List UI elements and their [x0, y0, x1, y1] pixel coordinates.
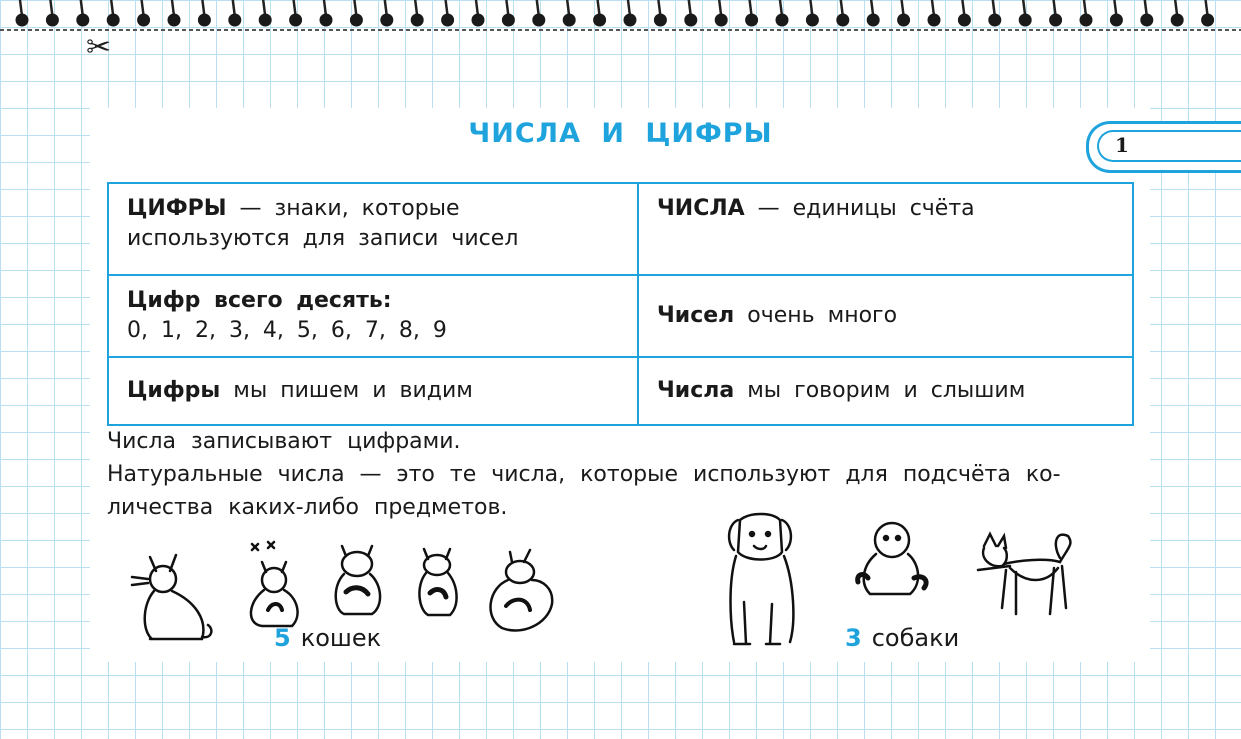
- digits-write-see: мы пишем и видим: [220, 378, 473, 403]
- cats-caption: [274, 624, 381, 652]
- term-digits: ЦИФРЫ: [127, 196, 227, 221]
- cat-illustration: [128, 545, 218, 645]
- digits-term: Цифры: [127, 378, 221, 403]
- page-number: 1: [1115, 133, 1129, 157]
- table-cell: [108, 183, 638, 275]
- spiral-hole: [16, 14, 29, 27]
- definition-digits: — знаки, которые используются для записи чисел: [127, 196, 519, 251]
- table-cell: [638, 357, 1133, 425]
- spiral-hole: [380, 14, 393, 27]
- dogs-label: собаки: [871, 624, 960, 652]
- cats-label: кошек: [300, 624, 382, 652]
- table-cell: [108, 275, 638, 357]
- spiral-hole: [593, 14, 606, 27]
- table-cell: [638, 275, 1133, 357]
- cats-count: 5: [274, 624, 291, 652]
- paragraph-1: Числа записывают цифрами.: [107, 429, 461, 454]
- spiral-hole: [137, 14, 150, 27]
- spiral-hole: [836, 14, 849, 27]
- spiral-hole: [897, 14, 910, 27]
- spiral-hole: [228, 14, 241, 27]
- cat-illustration: [240, 540, 310, 630]
- table-cell: [108, 357, 638, 425]
- cat-illustration: [328, 540, 388, 620]
- dog-illustration: [852, 518, 934, 600]
- definition-numbers: — единицы счёта: [744, 196, 975, 221]
- spiral-hole: [1171, 14, 1184, 27]
- numbers-term-2: Числа: [657, 378, 735, 403]
- page-title: ЧИСЛА И ЦИФРЫ: [468, 118, 773, 149]
- spiral-hole: [350, 14, 363, 27]
- table-row: [108, 275, 1133, 357]
- spiral-hole: [502, 14, 515, 27]
- spiral-hole: [532, 14, 545, 27]
- spiral-hole: [441, 14, 454, 27]
- spiral-hole: [563, 14, 576, 27]
- spiral-hole: [1110, 14, 1123, 27]
- digit-list: 0, 1, 2, 3, 4, 5, 6, 7, 8, 9: [127, 318, 447, 343]
- spiral-hole: [867, 14, 880, 27]
- spiral-hole: [107, 14, 120, 27]
- scissors-icon: ✂: [86, 30, 112, 65]
- definitions-table: [107, 182, 1134, 426]
- spiral-hole: [988, 14, 1001, 27]
- numbers-term: Чисел: [657, 303, 735, 328]
- paragraph-2: Натуральные числа — это те числа, которые используют для подсчёта ко-личества каких-либо предметов.: [107, 462, 1061, 520]
- spiral-hole: [1019, 14, 1032, 27]
- spiral-hole: [715, 14, 728, 27]
- table-row: [108, 183, 1133, 275]
- spiral-hole: [1049, 14, 1062, 27]
- digit-count-label: Цифр всего десять:: [127, 288, 392, 313]
- spiral-hole: [46, 14, 59, 27]
- numbers-many: очень много: [734, 303, 898, 328]
- dogs-caption: [845, 624, 959, 652]
- dogs-count: 3: [845, 624, 862, 652]
- cat-illustration: [410, 545, 466, 619]
- spiral-hole: [684, 14, 697, 27]
- term-numbers: ЧИСЛА: [657, 196, 745, 221]
- spiral-hole: [1140, 14, 1153, 27]
- spiral-hole: [745, 14, 758, 27]
- spiral-binding: [0, 0, 1241, 46]
- spiral-hole: [411, 14, 424, 27]
- dog-illustration: [976, 528, 1076, 624]
- spiral-hole: [320, 14, 333, 27]
- spiral-hole: [472, 14, 485, 27]
- spiral-hole: [198, 14, 211, 27]
- spiral-hole: [624, 14, 637, 27]
- spiral-hole: [806, 14, 819, 27]
- spiral-hole: [289, 14, 302, 27]
- table-cell: [638, 183, 1133, 275]
- numbers-say-hear: мы говорим и слышим: [734, 378, 1026, 403]
- spiral-hole: [776, 14, 789, 27]
- spiral-hole: [1201, 14, 1214, 27]
- spiral-hole: [654, 14, 667, 27]
- spiral-hole: [76, 14, 89, 27]
- spiral-hole: [958, 14, 971, 27]
- spiral-hole: [928, 14, 941, 27]
- table-row: [108, 357, 1133, 425]
- spiral-hole: [168, 14, 181, 27]
- page-number-tab: [1086, 121, 1241, 173]
- spiral-hole: [1080, 14, 1093, 27]
- spiral-hole: [259, 14, 272, 27]
- dog-illustration: [720, 512, 810, 652]
- cat-illustration: [482, 548, 556, 634]
